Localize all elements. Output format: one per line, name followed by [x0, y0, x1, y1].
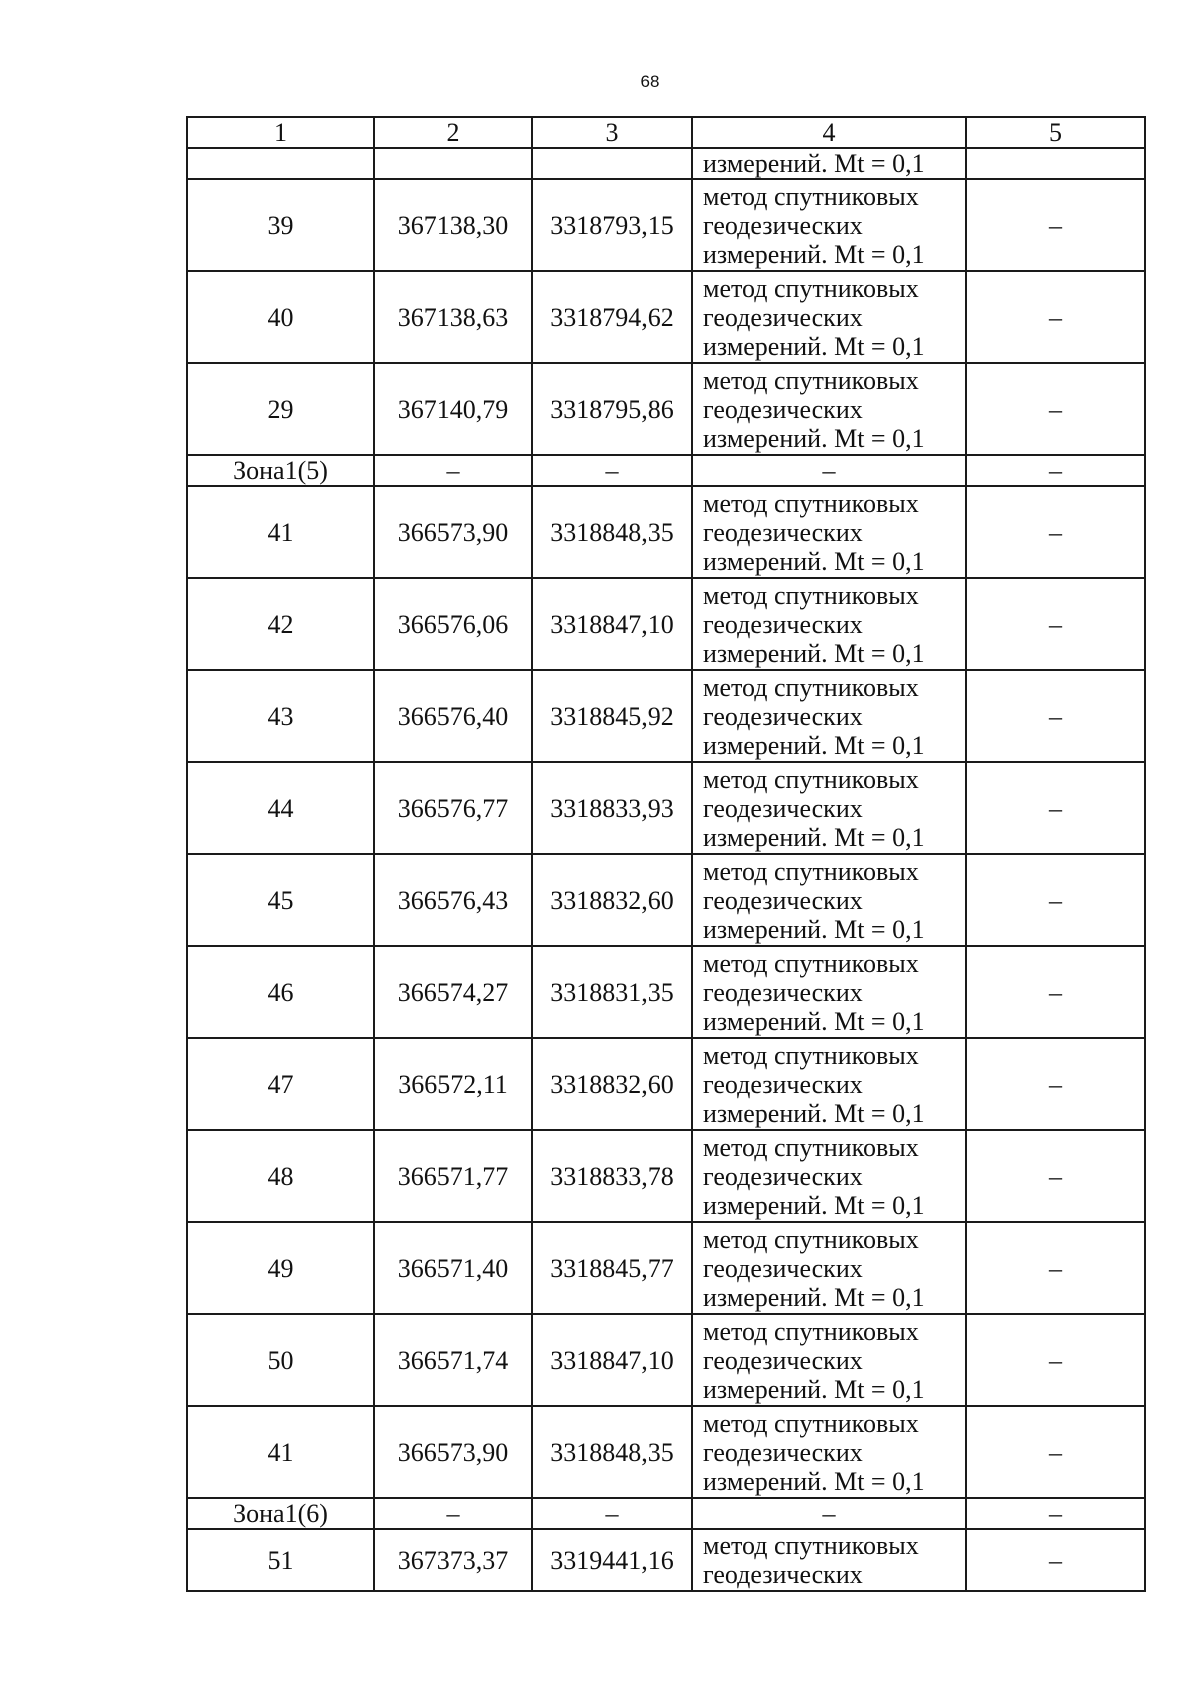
method-line: геодезических — [703, 394, 863, 424]
cell-point-number: 51 — [187, 1529, 374, 1591]
method-line: метод спутниковых — [703, 672, 919, 702]
cell-note: – — [966, 1529, 1145, 1591]
cell-method: измерений. Mt = 0,1 — [692, 148, 966, 179]
cell-note: – — [966, 1222, 1145, 1314]
column-header: 5 — [966, 117, 1145, 148]
method-line: измерений. Mt = 0,1 — [703, 423, 925, 453]
method-line: измерений. Mt = 0,1 — [703, 546, 925, 576]
table-header-row — [187, 117, 1145, 148]
method-line: метод спутниковых — [703, 856, 919, 886]
cell-y: 3318848,35 — [532, 486, 692, 578]
method-line: измерений. Mt = 0,1 — [703, 1374, 925, 1404]
cell-method — [692, 1406, 966, 1498]
method-line: метод спутниковых — [703, 1408, 919, 1438]
method-line: метод спутниковых — [703, 948, 919, 978]
cell-y: – — [532, 1498, 692, 1529]
cell-y: 3318848,35 — [532, 1406, 692, 1498]
method-line: измерений. Mt = 0,1 — [703, 1282, 925, 1312]
cell-y: 3318845,77 — [532, 1222, 692, 1314]
page-number: 68 — [640, 72, 660, 91]
zone-label: Зона1(6) — [187, 1498, 374, 1529]
cell-y: 3319441,16 — [532, 1529, 692, 1591]
cell-x: 366576,77 — [374, 762, 532, 854]
table-row — [187, 271, 1145, 363]
cell-x: 366571,74 — [374, 1314, 532, 1406]
cell-method — [692, 363, 966, 455]
cell-note: – — [966, 670, 1145, 762]
cell-point-number: 29 — [187, 363, 374, 455]
cell-method — [692, 1314, 966, 1406]
zone-label: Зона1(5) — [187, 455, 374, 486]
cell-method — [692, 670, 966, 762]
cell-method — [692, 578, 966, 670]
cell-x: 367138,30 — [374, 179, 532, 271]
method-line: метод спутниковых — [703, 1224, 919, 1254]
cell-point-number: 44 — [187, 762, 374, 854]
cell-point-number: 50 — [187, 1314, 374, 1406]
column-header: 3 — [532, 117, 692, 148]
cell-y: 3318831,35 — [532, 946, 692, 1038]
cell-note: – — [966, 1130, 1145, 1222]
cell-point-number: 41 — [187, 1406, 374, 1498]
cell-y: 3318795,86 — [532, 363, 692, 455]
cell-point-number: 42 — [187, 578, 374, 670]
cell-point-number: 48 — [187, 1130, 374, 1222]
table-row — [187, 854, 1145, 946]
table-row — [187, 1406, 1145, 1498]
cell-y: 3318847,10 — [532, 578, 692, 670]
table-row — [187, 946, 1145, 1038]
cell-y: 3318794,62 — [532, 271, 692, 363]
cell-x: 366572,11 — [374, 1038, 532, 1130]
method-line: измерений. Mt = 0,1 — [703, 1098, 925, 1128]
cell-point-number: 40 — [187, 271, 374, 363]
method-line: метод спутниковых — [703, 181, 919, 211]
method-line: геодезических — [703, 977, 863, 1007]
coordinates-table-body — [187, 117, 1145, 1591]
zone-row — [187, 455, 1145, 486]
cell-point-number — [187, 148, 374, 179]
method-line: геодезических — [703, 1560, 863, 1589]
method-line: геодезических — [703, 701, 863, 731]
cell-y — [532, 148, 692, 179]
cell-point-number: 43 — [187, 670, 374, 762]
cell-point-number: 46 — [187, 946, 374, 1038]
method-line: геодезических — [703, 1345, 863, 1375]
cell-x: 366576,43 — [374, 854, 532, 946]
cell-x: 366571,77 — [374, 1130, 532, 1222]
table-row — [187, 670, 1145, 762]
method-line: измерений. Mt = 0,1 — [703, 239, 925, 269]
cell-note: – — [966, 1406, 1145, 1498]
method-line: метод спутниковых — [703, 365, 919, 395]
cell-y: 3318833,78 — [532, 1130, 692, 1222]
method-line: метод спутниковых — [703, 1316, 919, 1346]
cell-note: – — [966, 455, 1145, 486]
cell-note: – — [966, 486, 1145, 578]
cell-note: – — [966, 363, 1145, 455]
method-line: геодезических — [703, 1069, 863, 1099]
continued-row — [187, 148, 1145, 179]
column-header: 2 — [374, 117, 532, 148]
method-line: геодезических — [703, 609, 863, 639]
method-line: геодезических — [703, 517, 863, 547]
cell-y: 3318832,60 — [532, 854, 692, 946]
table-row — [187, 486, 1145, 578]
cell-note: – — [966, 1038, 1145, 1130]
method-line: метод спутниковых — [703, 1132, 919, 1162]
cell-method — [692, 486, 966, 578]
column-header: 1 — [187, 117, 374, 148]
table-row — [187, 363, 1145, 455]
table-row — [187, 1130, 1145, 1222]
method-line: метод спутниковых — [703, 1040, 919, 1070]
method-line: измерений. Mt = 0,1 — [703, 1190, 925, 1220]
method-line: измерений. Mt = 0,1 — [703, 1466, 925, 1496]
method-line: измерений. Mt = 0,1 — [703, 822, 925, 852]
cell-method — [692, 179, 966, 271]
cell-y: 3318793,15 — [532, 179, 692, 271]
method-line: геодезических — [703, 302, 863, 332]
cell-x — [374, 148, 532, 179]
method-line: измерений. Mt = 0,1 — [703, 331, 925, 361]
cell-method — [692, 762, 966, 854]
cell-method — [692, 946, 966, 1038]
cell-x: 367140,79 — [374, 363, 532, 455]
method-line: геодезических — [703, 1253, 863, 1283]
cell-note: – — [966, 271, 1145, 363]
cell-y: 3318832,60 — [532, 1038, 692, 1130]
cell-method — [692, 1222, 966, 1314]
cell-point-number: 49 — [187, 1222, 374, 1314]
cell-x: 366573,90 — [374, 486, 532, 578]
cell-x: 366576,06 — [374, 578, 532, 670]
cell-x: 367373,37 — [374, 1529, 532, 1591]
cell-method — [692, 854, 966, 946]
coordinates-table — [186, 116, 1146, 1592]
cell-y: 3318845,92 — [532, 670, 692, 762]
table-row — [187, 1314, 1145, 1406]
cell-y: 3318847,10 — [532, 1314, 692, 1406]
cell-method — [692, 1529, 966, 1591]
method-line: геодезических — [703, 885, 863, 915]
method-line: метод спутниковых — [703, 1531, 919, 1560]
cell-point-number: 39 — [187, 179, 374, 271]
cell-note: – — [966, 1498, 1145, 1529]
cell-note — [966, 148, 1145, 179]
cell-note: – — [966, 854, 1145, 946]
cell-y: 3318833,93 — [532, 762, 692, 854]
method-line: метод спутниковых — [703, 273, 919, 303]
cell-x: 366573,90 — [374, 1406, 532, 1498]
cell-method: – — [692, 455, 966, 486]
table-row — [187, 1222, 1145, 1314]
table-row — [187, 1529, 1145, 1591]
method-line: геодезических — [703, 1161, 863, 1191]
method-line: метод спутниковых — [703, 580, 919, 610]
cell-x: 366571,40 — [374, 1222, 532, 1314]
method-line: метод спутниковых — [703, 764, 919, 794]
cell-point-number: 45 — [187, 854, 374, 946]
table-row — [187, 762, 1145, 854]
cell-method — [692, 1130, 966, 1222]
cell-note: – — [966, 946, 1145, 1038]
cell-x: – — [374, 455, 532, 486]
cell-x: – — [374, 1498, 532, 1529]
cell-note: – — [966, 1314, 1145, 1406]
table-row — [187, 179, 1145, 271]
method-line: геодезических — [703, 793, 863, 823]
method-line: геодезических — [703, 210, 863, 240]
method-line: измерений. Mt = 0,1 — [703, 730, 925, 760]
method-line: геодезических — [703, 1437, 863, 1467]
cell-y: – — [532, 455, 692, 486]
method-line: измерений. Mt = 0,1 — [703, 914, 925, 944]
zone-row — [187, 1498, 1145, 1529]
cell-point-number: 41 — [187, 486, 374, 578]
column-header: 4 — [692, 117, 966, 148]
method-line: измерений. Mt = 0,1 — [703, 638, 925, 668]
method-line: метод спутниковых — [703, 488, 919, 518]
cell-note: – — [966, 578, 1145, 670]
cell-x: 366574,27 — [374, 946, 532, 1038]
cell-method — [692, 271, 966, 363]
cell-note: – — [966, 179, 1145, 271]
cell-method: – — [692, 1498, 966, 1529]
cell-note: – — [966, 762, 1145, 854]
cell-method — [692, 1038, 966, 1130]
cell-point-number: 47 — [187, 1038, 374, 1130]
cell-x: 367138,63 — [374, 271, 532, 363]
table-row — [187, 1038, 1145, 1130]
cell-x: 366576,40 — [374, 670, 532, 762]
method-line: измерений. Mt = 0,1 — [703, 1006, 925, 1036]
table-row — [187, 578, 1145, 670]
